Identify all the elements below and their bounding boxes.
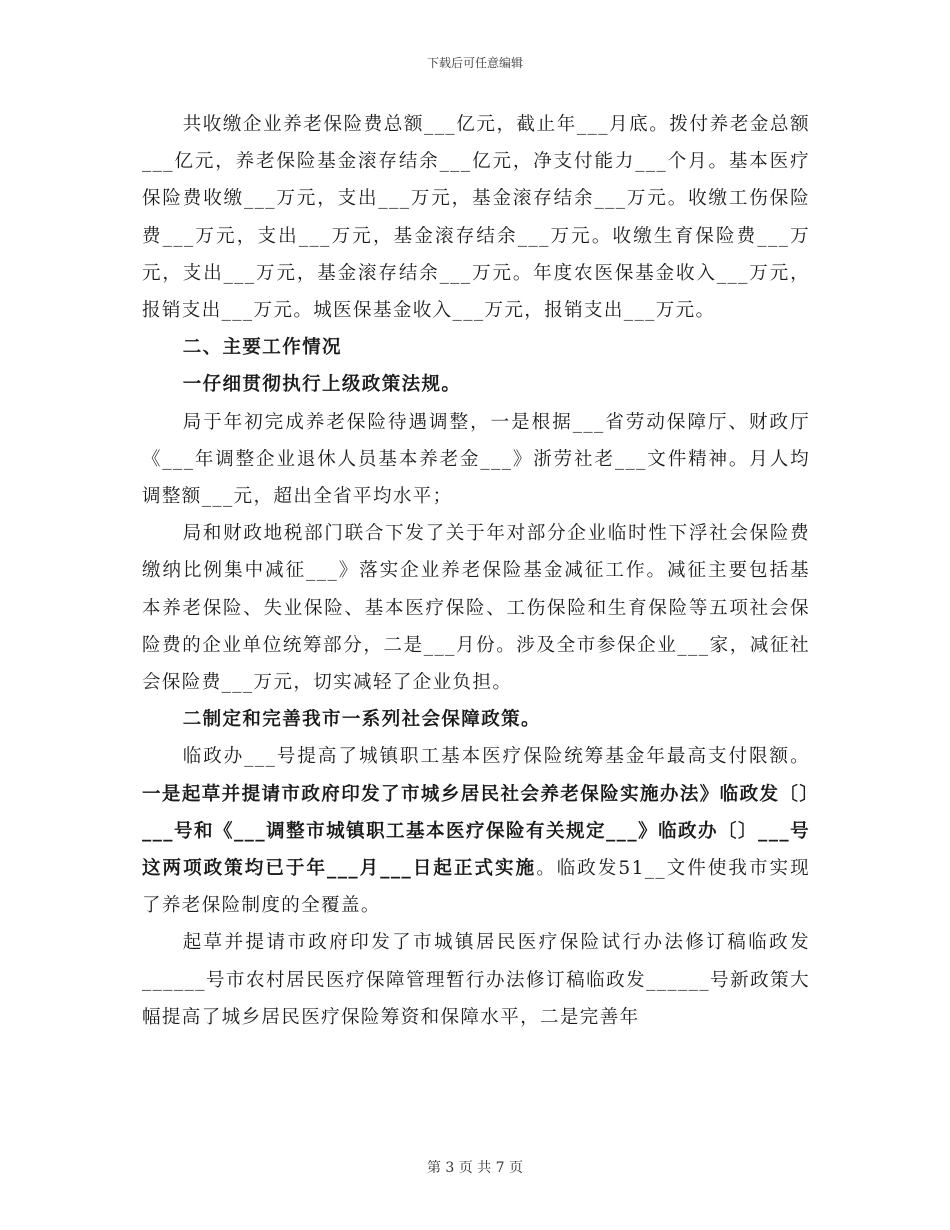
paragraph-pension-adjustment: 局于年初完成养老保险待遇调整，一是根据___省劳动保障厅、财政厅《___年调整企业退休人员基本养老金___》浙劳社老___文件精神。月人均调整额___元，超出全省平均水平； — [142, 411, 810, 508]
subheading-formulate-policies: 二制定和完善我市一系列社会保障政策。 — [182, 709, 541, 731]
page-header: 下载后可任意编辑 — [426, 56, 523, 70]
section-heading-main-work: 二、主要工作情况 — [182, 337, 342, 359]
policy-text-bold: 一是起草并提请市政府印发了市城乡居民社会养老保险实施办法》临政发〔〕___号和《___调整市城镇职工基本医疗保险有关规定___》临政办〔〕___号这两项政策均已于年___月___日起正式实施 — [142, 783, 810, 880]
subheading-implement-policies: 一仔细贯彻执行上级政策法规。 — [182, 374, 462, 396]
document-body — [142, 106, 810, 1036]
paragraph-fund-summary: 共收缴企业养老保险费总额___亿元，截止年___月底。拨付养老金总额___亿元，养老保险基金滚存结余___亿元，净支付能力___个月。基本医疗保险费收缴___万元，支出___万元，基金滚存结余___万元。收缴工伤保险费___万元，支出___万元，基金滚存结余___万元。收缴生育保险费___万元，支出___万元，基金滚存结余___万元。年度农医保基金收入___万元，报销支出___万元。城医保基金收入___万元，报销支出___万元。 — [142, 114, 810, 322]
policy-text-normal: 临政办___号提高了城镇职工基本医疗保险统筹基金年最高支付限额。 — [182, 746, 810, 768]
paragraph-policy-drafting — [142, 738, 810, 924]
policy-text-tail: 。临政发51__文件使我市实现了养老保险制度的全覆盖。 — [142, 858, 810, 917]
page-footer: 第 3 页 共 7 页 — [426, 1160, 524, 1176]
paragraph-fee-reduction: 局和财政地税部门联合下发了关于年对部分企业临时性下浮社会保险费缴纳比例集中减征___》落实企业养老保险基金减征工作。减征主要包括基本养老保险、失业保险、基本医疗保险、工伤保险和生育保险等五项社会保险费的企业单位统筹部分，二是___月份。涉及全市参保企业___家，减征社会保险费___万元，切实减轻了企业负担。 — [142, 523, 810, 694]
paragraph-medical-insurance-revision: 起草并提请市政府印发了市城镇居民医疗保险试行办法修订稿临政发______号市农村居民医疗保障管理暂行办法修订稿临政发______号新政策大幅提高了城乡居民医疗保险筹资和保障水平，二是完善年 — [142, 932, 810, 1028]
